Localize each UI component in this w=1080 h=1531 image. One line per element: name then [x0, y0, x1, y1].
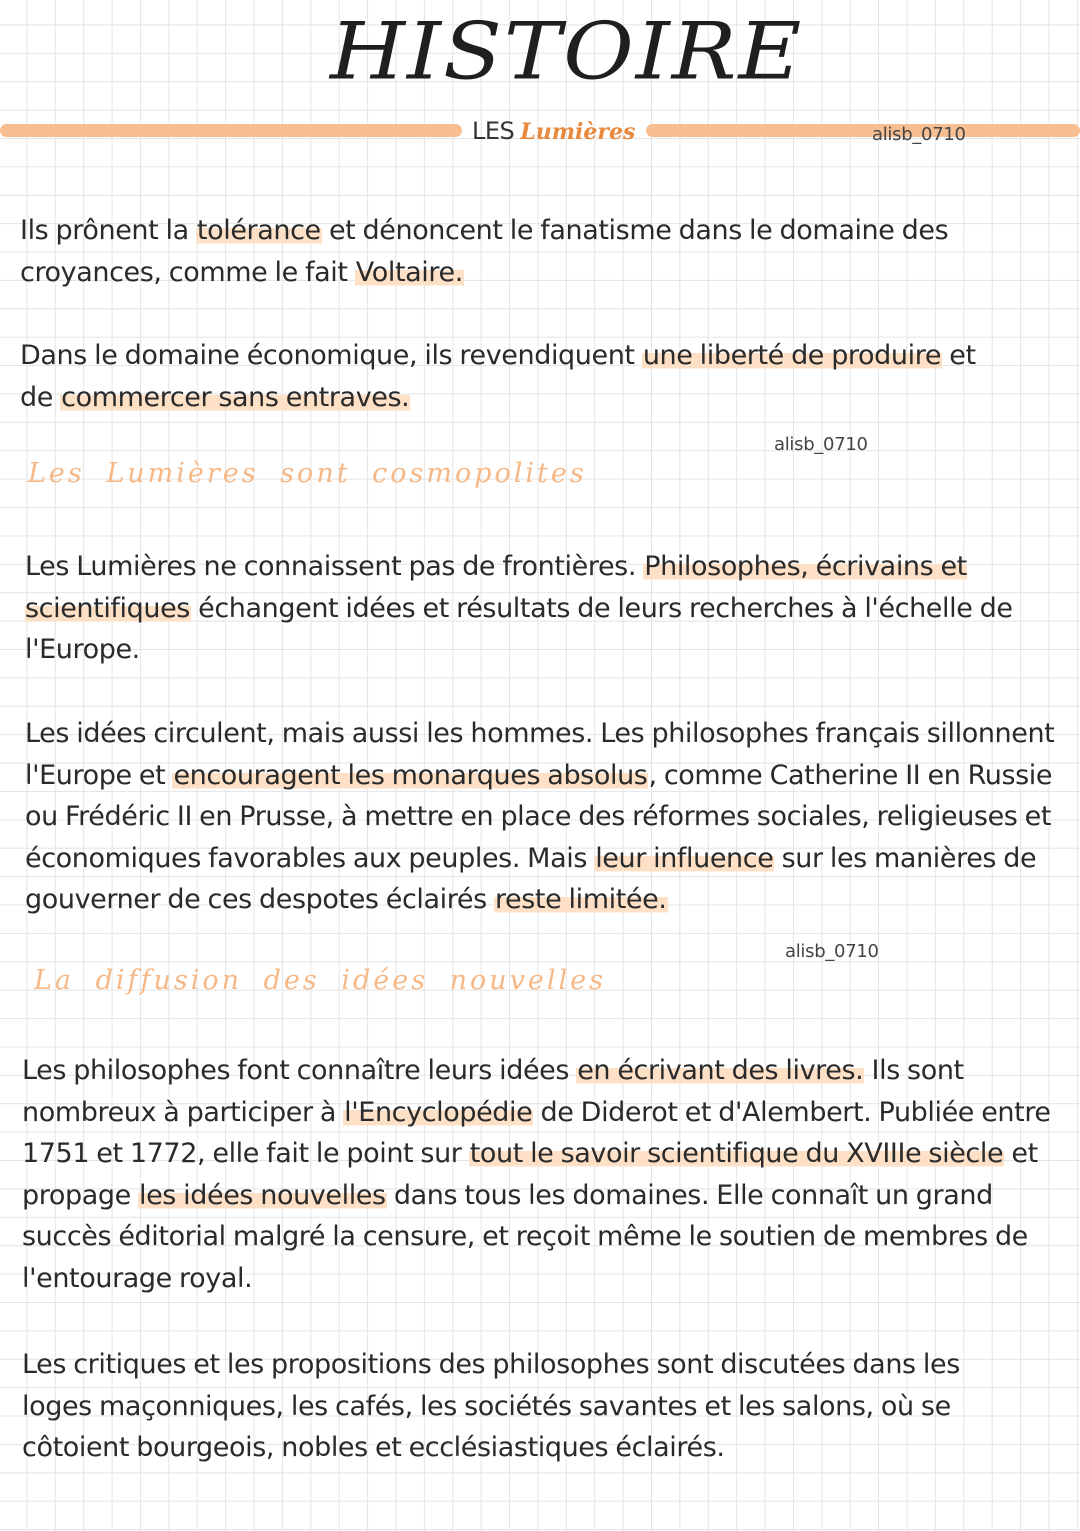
paragraph-frontieres: Les Lumières ne connaissent pas de frontières. Philosophes, écrivains et scientifiques échangent idées et résultats de leurs recherches à l'échelle de l'Europe. — [25, 551, 1013, 666]
highlight: Voltaire. — [355, 256, 463, 288]
subtitle-accent: Lumières — [520, 119, 636, 145]
highlight: en écrivant des livres. — [577, 1055, 864, 1086]
watermark-header: alisb_0710 — [872, 124, 966, 145]
highlight: tolérance — [196, 215, 321, 246]
highlight: l'Encyclopédie — [344, 1096, 533, 1128]
watermark-middle: alisb_0710 — [774, 434, 868, 455]
header-band-right — [646, 124, 1080, 137]
watermark-lower: alisb_0710 — [785, 941, 879, 962]
page-subtitle — [472, 116, 635, 147]
highlight: commercer sans entraves. — [61, 381, 410, 413]
highlight: reste limitée. — [494, 884, 667, 916]
paragraph-economy: Dans le domaine économique, ils revendiquent une liberté de produire et de commercer sans entraves. — [20, 340, 976, 413]
highlight: les idées nouvelles — [138, 1179, 386, 1211]
subtitle-main: LES — [472, 117, 515, 145]
highlight: une liberté de produire — [642, 340, 942, 371]
header-band-left — [0, 124, 462, 137]
highlight: tout le savoir scientifique du XVIIIe siècle — [469, 1138, 1004, 1170]
section-heading-cosmopolites: Les Lumières sont cosmopolites — [28, 458, 587, 489]
paragraph-circulation: Les idées circulent, mais aussi les hommes. Les philosophes français sillonnent l'Europe et encouragent les monarques absolus, comme Catherine II en Russie ou Frédéric II en Prusse, à mettre en place des réformes sociales, religieuses et économiques favorables aux peuples. Mais leur influence sur les manières de gouverner de ces despotes éclairés reste limitée. — [25, 718, 1055, 916]
highlight: encouragent les monarques absolus — [173, 759, 648, 791]
paragraph-salons: Les critiques et les propositions des philosophes sont discutées dans les loges maçonniques, les cafés, les sociétés savantes et les salons, où se côtoient bourgeois, nobles et ecclésiastiques éclairés. — [22, 1349, 960, 1464]
page-title: HISTOIRE — [330, 6, 804, 98]
paragraph-encyclopedie: Les philosophes font connaître leurs idées en écrivant des livres. Ils sont nombreux à participer à l'Encyclopédie de Diderot et d'Alembert. Publiée entre 1751 et 1772, elle fait le point sur tout le savoir scientifique du XVIIIe siècle et propage les idées nouvelles dans tous les domaines. Elle connaît un grand succès éditorial malgré la censure, et reçoit même le soutien de membres de l'entourage royal. — [22, 1055, 1051, 1294]
paragraph-tolerance: Ils prônent la tolérance et dénoncent le fanatisme dans le domaine des croyances, comme le fait Voltaire. — [20, 215, 949, 288]
highlight: Philosophes, écrivains et scientifiques — [25, 551, 967, 624]
section-heading-diffusion: La diffusion des idées nouvelles — [34, 965, 607, 996]
highlight: leur influence — [595, 842, 774, 874]
